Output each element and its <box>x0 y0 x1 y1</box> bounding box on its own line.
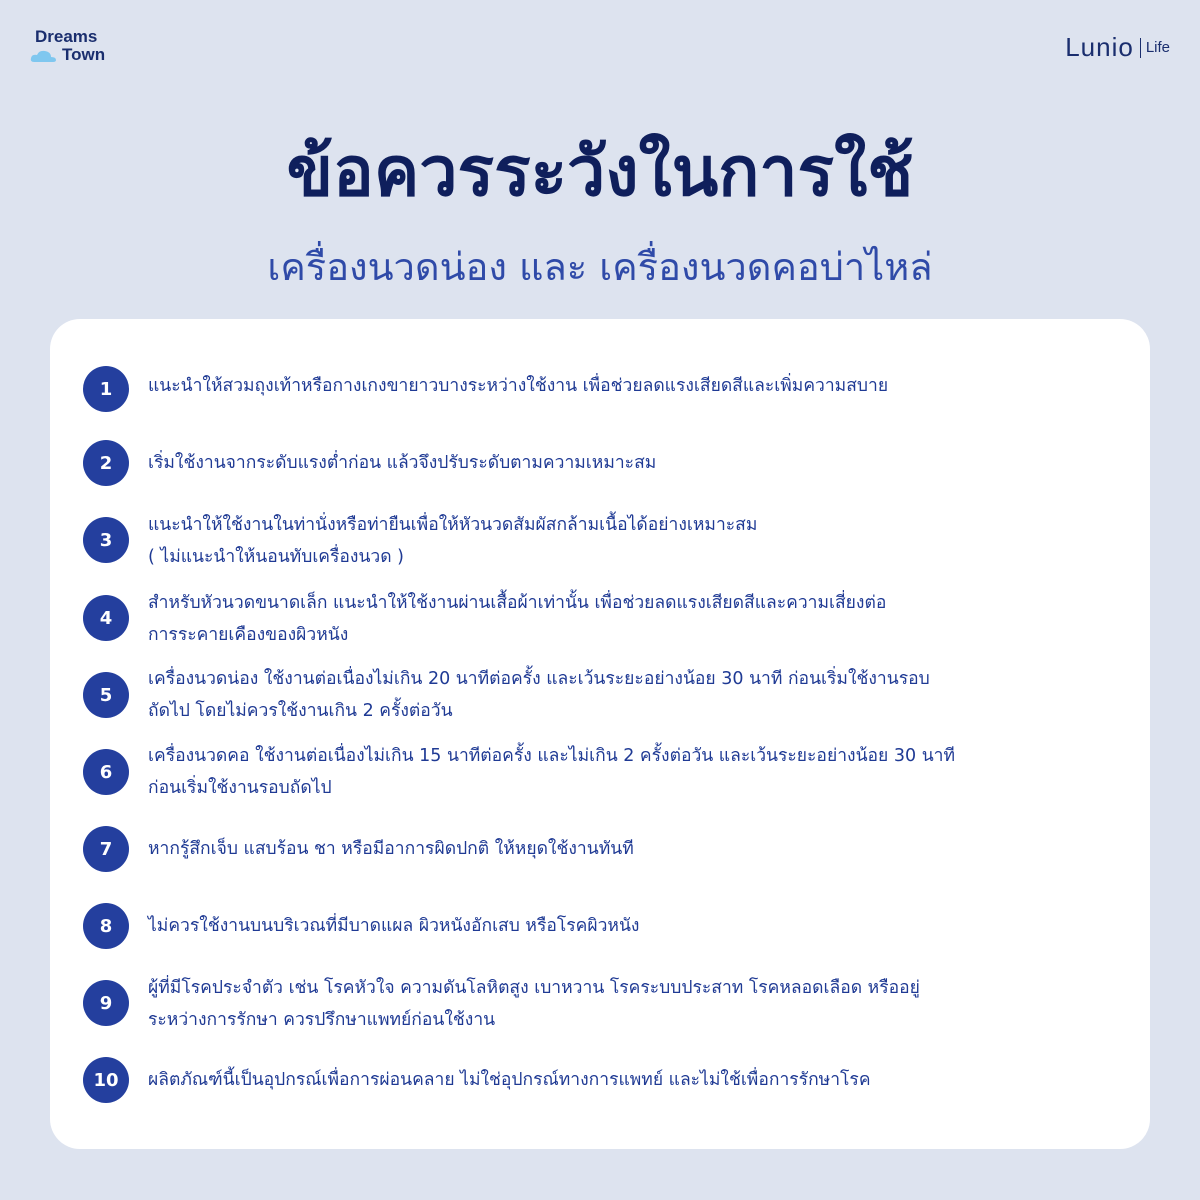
item-number-badge: 3 <box>83 517 129 563</box>
item-number-badge: 10 <box>83 1057 129 1103</box>
item-number-badge: 5 <box>83 672 129 718</box>
item-text: ผลิตภัณฑ์นี้เป็นอุปกรณ์เพื่อการผ่อนคลาย ไม่ใช่อุปกรณ์ทางการแพทย์ และไม่ใช้เพื่อการรักษาโรค <box>148 1070 871 1090</box>
precautions-card <box>50 319 1150 1149</box>
item-number-badge: 8 <box>83 903 129 949</box>
item-number-badge: 6 <box>83 749 129 795</box>
lunio-brand: Lunio <box>1065 32 1134 62</box>
page-title: ข้อควรระวังในการใช้ <box>286 133 914 212</box>
item-text: ไม่ควรใช้งานบนบริเวณที่มีบาดแผล ผิวหนังอักเสบ หรือโรคผิวหนัง <box>148 916 640 936</box>
item-number-badge: 1 <box>83 366 129 412</box>
lunio-sub: Life <box>1145 39 1170 56</box>
item-text: เริ่มใช้งานจากระดับแรงต่ำก่อน แล้วจึงปรับระดับตามความเหมาะสม <box>148 453 657 473</box>
item-number-badge: 2 <box>83 440 129 486</box>
dreams-town-logo <box>30 28 130 68</box>
item-text: ผู้ที่มีโรคประจำตัว เช่น โรคหัวใจ ความดันโลหิตสูง เบาหวาน โรคระบบประสาท โรคหลอดเลือด หรืออยู่ ระหว่างการรักษา ควรปรึกษาแพทย์ก่อนใช้งาน <box>148 978 920 1030</box>
item-number-badge: 7 <box>83 826 129 872</box>
item-text: แนะนำให้ใช้งานในท่านั่งหรือท่ายืนเพื่อให้หัวนวดสัมผัสกล้ามเนื้อได้อย่างเหมาะสม ( ไม่แนะนำให้นอนทับเครื่องนวด ) <box>148 515 758 567</box>
cloud-icon <box>30 48 58 64</box>
page-subtitle: เครื่องนวดน่อง และ เครื่องนวดคอบ่าไหล่ <box>267 245 933 289</box>
item-text: หากรู้สึกเจ็บ แสบร้อน ชา หรือมีอาการผิดปกติ ให้หยุดใช้งานทันที <box>148 839 634 859</box>
logo-line-2: Town <box>62 45 106 64</box>
item-text: เครื่องนวดน่อง ใช้งานต่อเนื่องไม่เกิน 20 นาทีต่อครั้ง และเว้นระยะอย่างน้อย 30 นาที ก่อนเริ่มใช้งานรอบ ถัดไป โดยไม่ควรใช้งานเกิน 2 ครั้งต่อวัน <box>148 669 930 721</box>
item-text: แนะนำให้สวมถุงเท้าหรือกางเกงขายาวบางระหว่างใช้งาน เพื่อช่วยลดแรงเสียดสีและเพิ่มความสบาย <box>148 376 889 396</box>
item-text: สำหรับหัวนวดขนาดเล็ก แนะนำให้ใช้งานผ่านเสื้อผ้าเท่านั้น เพื่อช่วยลดแรงเสียดสีและความเสี่ยงต่อ การระคายเคืองของผิวหนัง <box>148 593 887 645</box>
lunio-life-logo <box>1065 32 1170 63</box>
logo-line-1: Dreams <box>35 27 98 46</box>
item-number-badge: 9 <box>83 980 129 1026</box>
item-text: เครื่องนวดคอ ใช้งานต่อเนื่องไม่เกิน 15 นาทีต่อครั้ง และไม่เกิน 2 ครั้งต่อวัน และเว้นระยะอย่างน้อย 30 นาที ก่อนเริ่มใช้งานรอบถัดไป <box>148 746 956 798</box>
item-number-badge: 4 <box>83 595 129 641</box>
logo-divider <box>1140 38 1141 58</box>
